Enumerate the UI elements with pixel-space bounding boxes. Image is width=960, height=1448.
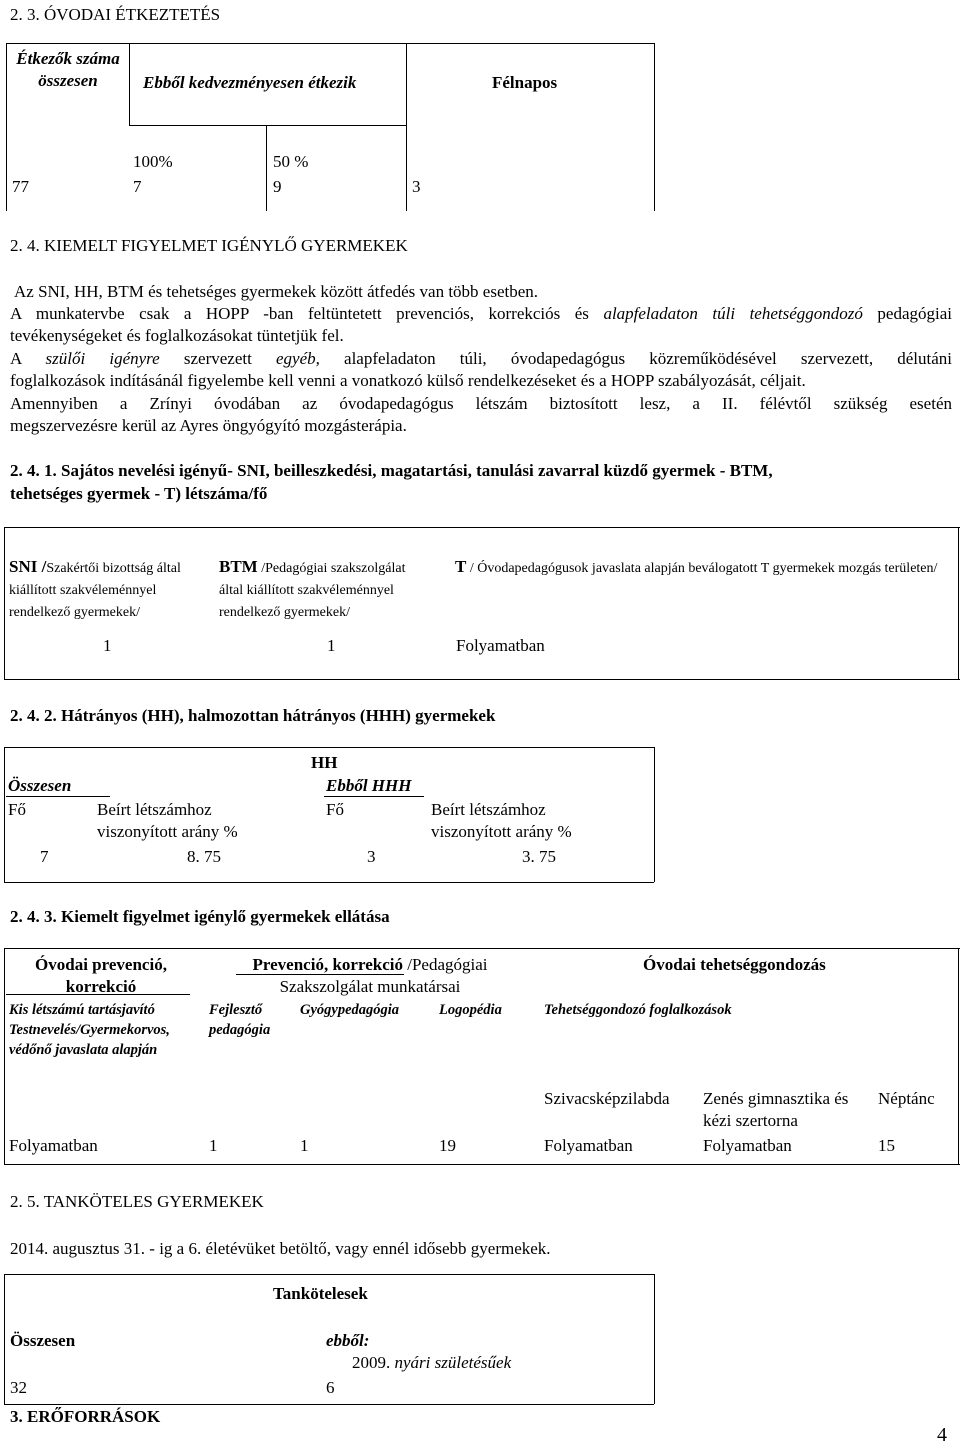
paragraph: 2014. augusztus 31. - ig a 6. életévüket betöltő, vagy ennél idősebb gyermekek. xyxy=(10,1239,551,1258)
table-border xyxy=(4,1404,654,1405)
value-hhh: 3 xyxy=(367,847,376,866)
col-halfday-header: Félnapos xyxy=(492,73,558,92)
value-total: 32 xyxy=(10,1378,27,1397)
ratio-header: Beírt létszámhoz viszonyított arány % xyxy=(431,800,572,841)
talent-activity: Néptánc xyxy=(878,1089,935,1108)
heading-2-5: 2. 5. TANKÖTELES GYERMEKEK xyxy=(10,1192,264,1211)
paragraph: megszervezésre kerül az Ayres öngyógyító mozgásterápia. xyxy=(10,416,407,435)
value-total: 77 xyxy=(12,177,29,196)
table-border xyxy=(4,747,654,748)
value-btm: 1 xyxy=(327,636,336,655)
heading-2-4-1-cont: tehetséges gyermek - T) létszáma/fő xyxy=(10,484,268,503)
table-border xyxy=(4,679,960,680)
value-halfday: 3 xyxy=(412,177,421,196)
table-border xyxy=(4,747,5,882)
paragraph: A munkatervbe csak a HOPP -ban feltüntetett prevenciós, korrekciós és alapfeladaton túli tehetséggondozó pedagógiai xyxy=(10,304,952,323)
tank-header: Tankötelesek xyxy=(273,1284,368,1303)
table-border xyxy=(4,527,5,679)
col-benefit-header: Ebből kedvezményesen étkezik xyxy=(143,73,357,92)
table-border xyxy=(4,1274,5,1404)
total-header: Összesen xyxy=(10,1331,76,1350)
sub-header: Fejlesztő pedagógia xyxy=(209,1002,271,1038)
t-header: T / Óvodapedagógusok javaslata alapján beválogatott T gyermekek mozgás területen/ xyxy=(455,557,938,576)
table-border xyxy=(654,747,655,882)
of-header: ebből: xyxy=(326,1331,370,1350)
value-of: 6 xyxy=(326,1378,335,1397)
heading-2-3: 2. 3. ÓVODAI ÉTKEZTETÉS xyxy=(10,5,221,24)
row-value: Folyamatban xyxy=(9,1136,98,1155)
heading-2-4-3: 2. 4. 3. Kiemelt figyelmet igénylő gyermekek ellátása xyxy=(10,907,390,926)
row-value: Folyamatban xyxy=(544,1136,633,1155)
value-total: 7 xyxy=(40,847,49,866)
row-value: Folyamatban xyxy=(703,1136,792,1155)
table-border xyxy=(958,527,959,679)
value-ratio: 8. 75 xyxy=(187,847,221,866)
page-number: 4 xyxy=(937,1424,947,1446)
paragraph: A szülői igényre szervezett egyéb, alapfeladaton túli, óvodapedagógus közreműködésével szervezett, délutáni xyxy=(10,349,952,368)
table-border xyxy=(654,1274,655,1404)
table-border xyxy=(129,43,130,125)
col-total-header: Étkezők száma összesen xyxy=(16,49,120,90)
paragraph: tevékenységeket és foglalkozásokat tüntetjük fel. xyxy=(10,326,344,345)
table-border xyxy=(654,43,655,211)
table-border xyxy=(4,527,960,528)
table-border xyxy=(6,43,7,211)
summer-header: 2009. nyári születésűek xyxy=(352,1353,512,1372)
value-sni: 1 xyxy=(103,636,112,655)
hh-header: HH xyxy=(311,753,338,772)
heading-2-4-1: 2. 4. 1. Sajátos nevelési igényű- SNI, beilleszkedési, magatartási, tanulási zavarral küzdő gyermek - BTM, xyxy=(10,461,773,480)
table-border xyxy=(4,882,654,883)
table-border xyxy=(266,125,267,211)
paragraph: foglalkozások indításánál figyelembe kell venni a vonatkozó külső rendelkezéseket és a HOPP szabályozását, céljait. xyxy=(10,371,806,390)
sub-header: Gyógypedagógia xyxy=(300,1002,400,1018)
talent-activity: Szivacsképzilabda xyxy=(544,1089,670,1108)
btm-header: BTM /Pedagógiai szakszolgálat által kiállított szakvéleménnyel rendelkező gyermekek/ xyxy=(219,557,406,620)
sub-header: Logopédia xyxy=(439,1002,502,1018)
value-hhh-ratio: 3. 75 xyxy=(522,847,556,866)
table-border xyxy=(6,43,654,44)
row-value: 19 xyxy=(439,1136,456,1155)
prevention-header: Óvodai prevenció, korrekció xyxy=(35,955,167,996)
table-border xyxy=(4,948,5,1164)
row-value: 1 xyxy=(300,1136,309,1155)
table-border xyxy=(4,1164,960,1165)
fo-header: Fő xyxy=(8,800,26,819)
sub-50: 50 % xyxy=(273,152,309,171)
heading-2-4: 2. 4. KIEMELT FIGYELMET IGÉNYLŐ GYERMEKEK xyxy=(10,236,408,255)
heading-2-4-2: 2. 4. 2. Hátrányos (HH), halmozottan hátrányos (HHH) gyermekek xyxy=(10,706,496,725)
sub-header: Kis létszámú tartásjavító Testnevelés/Gyermekorvos, védőnő javaslata alapján xyxy=(9,1002,170,1058)
heading-3: 3. ERŐFORRÁSOK xyxy=(10,1407,161,1426)
row-value: 15 xyxy=(878,1136,895,1155)
value-50: 9 xyxy=(273,177,282,196)
table-border xyxy=(4,1274,654,1275)
ratio-header: Beírt létszámhoz viszonyított arány % xyxy=(97,800,238,841)
row-value: 1 xyxy=(209,1136,218,1155)
talent-activity: Zenés gimnasztika és kézi szertorna xyxy=(703,1089,849,1130)
hhh-header: Ebből HHH xyxy=(326,776,412,795)
paragraph: Amennyiben a Zrínyi óvodában az óvodapedagógus létszám biztosított lesz, a II. félévtől szükség esetén xyxy=(10,394,952,413)
fo-header: Fő xyxy=(326,800,344,819)
paragraph: Az SNI, HH, BTM és tehetséges gyermekek között átfedés van több esetben. xyxy=(14,282,539,301)
table-border xyxy=(406,43,407,211)
sub-header: Tehetséggondozó foglalkozások xyxy=(544,1002,732,1018)
sub-100: 100% xyxy=(133,152,173,171)
talent-header: Óvodai tehetséggondozás xyxy=(643,955,826,974)
sni-header: SNI /Szakértői bizottság által kiállított szakvéleménnyel rendelkező gyermekek/ xyxy=(9,557,181,620)
value-t: Folyamatban xyxy=(456,636,545,655)
table-border xyxy=(4,948,960,949)
value-100: 7 xyxy=(133,177,142,196)
total-header: Összesen xyxy=(8,776,72,795)
table-border xyxy=(958,948,959,1164)
specialist-header: Prevenció, korrekció /Pedagógiai Szakszolgálat munkatársai xyxy=(252,955,488,996)
table-border xyxy=(129,125,406,126)
